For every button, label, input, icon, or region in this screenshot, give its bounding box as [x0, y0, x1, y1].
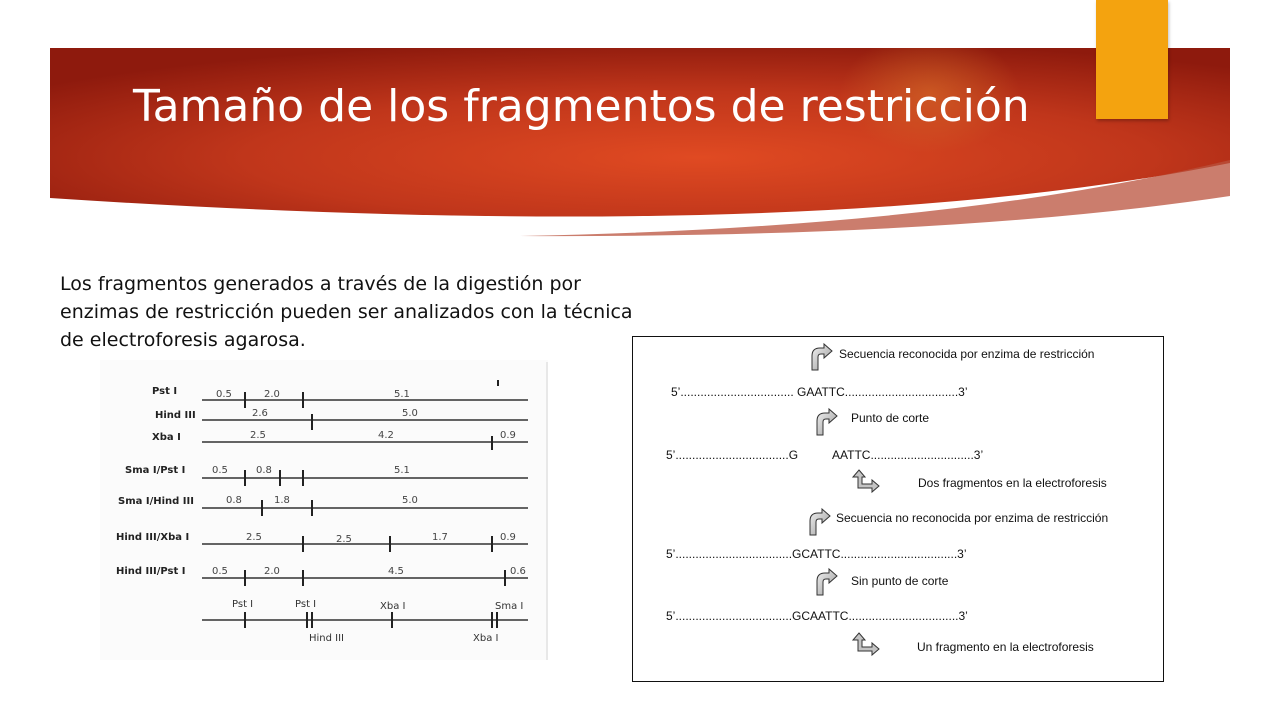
svg-text:4.5: 4.5	[388, 566, 404, 577]
svg-text:2.6: 2.6	[252, 408, 268, 419]
curved-arrow-icon	[812, 344, 832, 370]
svg-text:0.8: 0.8	[226, 495, 242, 506]
curved-arrow-icon	[817, 409, 837, 435]
restriction-diagram	[633, 337, 1163, 680]
restriction-diagram-box	[632, 336, 1164, 682]
site-label: Pst I	[295, 599, 317, 610]
site-label: Hind III	[309, 633, 345, 644]
row-label: Sma I/Hind III	[118, 496, 194, 507]
row-label: Pst I	[152, 386, 178, 397]
svg-text:5.0: 5.0	[402, 495, 418, 506]
slide-body-text: Los fragmentos generados a través de la digestión por enzimas de restricción pueden ser analizados con la técnica de electroforesis agarosa.	[60, 273, 633, 351]
uturn-arrow-icon	[853, 633, 879, 655]
svg-text:2.5: 2.5	[246, 532, 262, 543]
svg-text:4.2: 4.2	[378, 430, 394, 441]
svg-text:5’............................: 5’...................................GCAATTC.................................3’	[666, 609, 968, 623]
svg-text:2.5: 2.5	[336, 534, 352, 545]
svg-text:Sin punto de corte: Sin punto de corte	[851, 574, 949, 588]
site-label: Pst I	[232, 599, 254, 610]
title-banner	[50, 48, 1230, 243]
svg-text:0.9: 0.9	[500, 430, 516, 441]
slide-title: Tamaño de los fragmentos de restricción	[133, 81, 1030, 132]
accent-bar	[1096, 0, 1168, 119]
svg-text:0.8: 0.8	[256, 465, 272, 476]
svg-text:5’............................: 5’..................................G	[666, 448, 799, 462]
site-label: Xba I	[380, 601, 406, 612]
svg-text:2.5: 2.5	[250, 430, 266, 441]
svg-text:5’............................: 5’.................................. GAATTC..................................3’	[671, 385, 968, 399]
svg-text:0.9: 0.9	[500, 532, 516, 543]
svg-text:1.7: 1.7	[432, 532, 448, 543]
row-label: Xba I	[152, 432, 181, 443]
row-label: Sma I/Pst I	[125, 465, 186, 476]
svg-text:5’............................: 5’...................................GCATTC...................................3’	[666, 547, 967, 561]
svg-text:5.1: 5.1	[394, 389, 410, 400]
svg-text:AATTC.........................: AATTC...............................3’	[832, 448, 984, 462]
svg-text:Punto de corte: Punto de corte	[851, 411, 930, 425]
svg-text:5.1: 5.1	[394, 465, 410, 476]
row-label: Hind III/Xba I	[116, 532, 190, 543]
svg-text:1.8: 1.8	[274, 495, 290, 506]
row-label: Hind III	[155, 410, 196, 421]
svg-text:Secuencia no reconocida por en: Secuencia no reconocida por enzima de restricción	[836, 511, 1109, 525]
curved-arrow-icon	[810, 509, 830, 535]
uturn-arrow-icon	[853, 470, 879, 492]
svg-text:0.5: 0.5	[212, 566, 228, 577]
restriction-map-figure	[100, 360, 548, 660]
site-label: Sma I	[495, 601, 524, 612]
svg-text:5.0: 5.0	[402, 408, 418, 419]
svg-text:0.6: 0.6	[510, 566, 526, 577]
svg-text:Secuencia reconocida por enzim: Secuencia reconocida por enzima de restricción	[839, 347, 1095, 361]
svg-text:Un fragmento en la electrofore: Un fragmento en la electroforesis	[917, 640, 1094, 654]
svg-text:0.5: 0.5	[212, 465, 228, 476]
row-label: Hind III/Pst I	[116, 566, 186, 577]
curved-arrow-icon	[817, 569, 837, 595]
svg-text:2.0: 2.0	[264, 566, 280, 577]
site-label: Xba I	[473, 633, 499, 644]
svg-text:0.5: 0.5	[216, 389, 232, 400]
svg-text:2.0: 2.0	[264, 389, 280, 400]
svg-text:Dos fragmentos en la electrofo: Dos fragmentos en la electroforesis	[918, 476, 1107, 490]
